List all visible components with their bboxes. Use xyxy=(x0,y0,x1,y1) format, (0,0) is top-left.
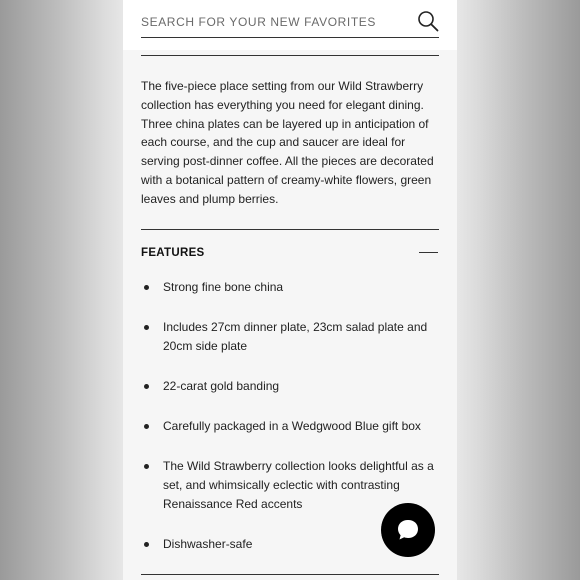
features-heading: FEATURES xyxy=(141,247,205,259)
bullet-icon xyxy=(144,384,149,389)
product-description: The five-piece place setting from our Wild Strawberry collection has everything you need for elegant dining. Three china plates can be layered up in anticipation of each course, and the cup and saucer are ideal for serving post-dinner coffee. All the pieces are decorated with a botanical pattern of creamy-white flowers, green leaves and plump berries. xyxy=(141,79,434,206)
feature-text: Carefully packaged in a Wedgwood Blue gift box xyxy=(163,419,421,433)
product-detail-screen xyxy=(123,0,457,580)
chat-button[interactable] xyxy=(381,503,435,557)
bullet-icon xyxy=(144,542,149,547)
bullet-icon xyxy=(144,285,149,290)
feature-text: Strong fine bone china xyxy=(163,280,284,294)
chat-bubble-icon xyxy=(395,517,421,543)
bullet-icon xyxy=(144,424,149,429)
bullet-icon xyxy=(144,325,149,330)
search-icon[interactable] xyxy=(417,10,439,32)
list-item xyxy=(141,278,441,297)
search-bar xyxy=(123,0,457,50)
section-divider-top xyxy=(141,55,439,56)
list-item xyxy=(141,318,441,356)
list-item xyxy=(141,417,441,436)
feature-text: Includes 27cm dinner plate, 23cm salad plate and 20cm side plate xyxy=(163,320,428,353)
section-divider-features xyxy=(141,229,439,230)
section-divider-bottom xyxy=(141,574,439,575)
feature-text: Dishwasher-safe xyxy=(163,537,253,551)
list-item xyxy=(141,377,441,396)
feature-text: The Wild Strawberry collection looks delightful as a set, and whimsically eclectic with contrasting Renaissance Red accents xyxy=(163,459,434,511)
minus-icon[interactable] xyxy=(419,245,439,261)
search-input[interactable] xyxy=(141,12,411,32)
bullet-icon xyxy=(144,464,149,469)
feature-text: 22-carat gold banding xyxy=(163,379,280,393)
search-underline xyxy=(141,37,439,38)
